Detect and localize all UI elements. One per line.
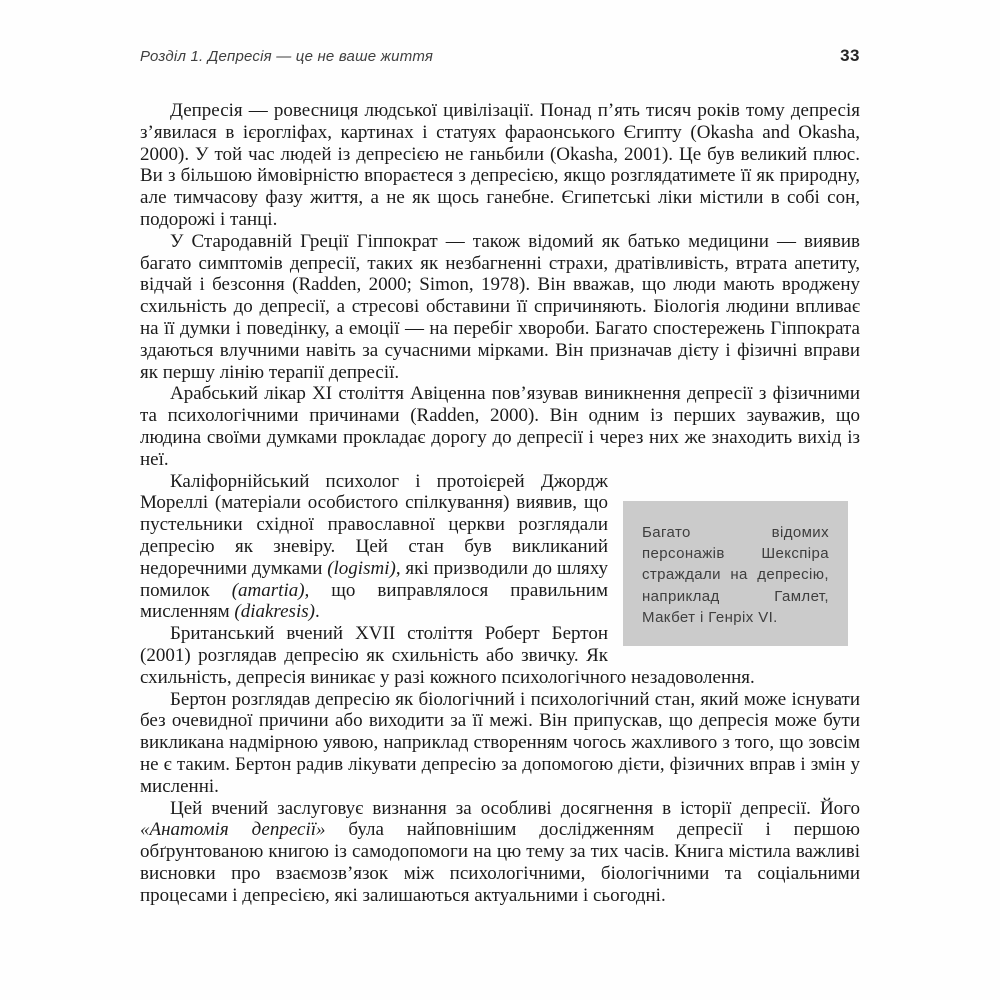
paragraph: Цей вчений заслуговує визнання за особливі досягнення в історії депресії. Його «Анатомія депресії» була найповнішим дослідженням депресії і першою обґрунтованою книгою із самодопомоги на цю тему за тих часів. Книга містила важливі висновки про взаємозв’язок між психологічними, біологічними та соціальними процесами і депресією, які залишаються актуальними і сьогодні. — [140, 797, 860, 906]
paragraph — [140, 470, 860, 627]
paragraph: Бертон розглядав депресію як біологічний і психологічний стан, який може існувати без очевидної причини або виходити за її межі. Він припускав, що депресія може бути викликана надмірною уявою, наприклад створенням чогось жахливого з того, що зовсім не є таким. Бертон радив лікувати депресію за допомогою дієти, фізичних вправ і змін у мисленні. — [140, 688, 860, 797]
paragraph: Депресія — ровесниця людської цивілізації. Понад п’ять тисяч років тому депресія з’явилася в ієрогліфах, картинах і статуях фараонського Єгипту (Okasha and Okasha, 2000). У той час людей із депресією не ганьбили (Okasha, 2001). Це був великий плюс. Ви з більшою ймовірністю впораєтеся з депресією, якщо розглядатимете її як природну, але тимчасову фазу життя, а не як щось ганебне. Єгипетські ліки містили в собі сон, подорожі і танці. — [140, 100, 860, 230]
callout-box — [623, 501, 848, 646]
page-header — [140, 46, 860, 66]
callout-text: Багато відомих персонажів Шекспіра страждали на депресію, наприклад Гамлет, Макбет і Генріх VI. — [642, 523, 829, 627]
page-number: 33 — [840, 46, 860, 65]
running-head: Розділ 1. Депресія — це не ваше життя — [140, 48, 434, 65]
paragraph: Арабський лікар XI століття Авіценна пов’язував виникнення депресії з фізичними та психологічними причинами (Radden, 2000). Він одним із перших зауважив, що людина своїми думками прокладає дорогу до депресії і через них же знаходить вихід із неї. — [140, 383, 860, 470]
paragraph-text: Каліфорнійський психолог і протоієрей Джордж Мореллі (матеріали особистого спілкування) виявив, що пустельники східної православної церкви розглядали депресію як зневіру. Цей стан був викликаний недоречними думками (logismi), які призводили до шляху помилок (amartia), що виправлялося правильним мисленням (diakresis). — [140, 470, 608, 623]
body-text — [140, 100, 860, 906]
paragraph: Британський вчений XVII століття Роберт Бертон (2001) розглядав депресію як схильність або звичку. Як схильність, депресія виникає у разі кожного психологічного незадоволення. — [140, 623, 755, 688]
paragraph: У Стародавній Греції Гіппократ — також відомий як батько медицини — виявив багато симптомів депресії, таких як незбагненні страхи, дратівливість, втрата апетиту, відчай і безсоння (Radden, 2000; Simon, 1978). Він вважав, що люди мають вроджену схильність до депресії, а стресові обставини її спричиняють. Біологія людини впливає на її думки і поведінку, а емоції — на перебіг хвороби. Багато спостережень Гіппократа здаються влучними навіть за сучасними мірками. Він призначав дієту і фізичні вправи як першу лінію терапії депресії. — [140, 230, 860, 383]
